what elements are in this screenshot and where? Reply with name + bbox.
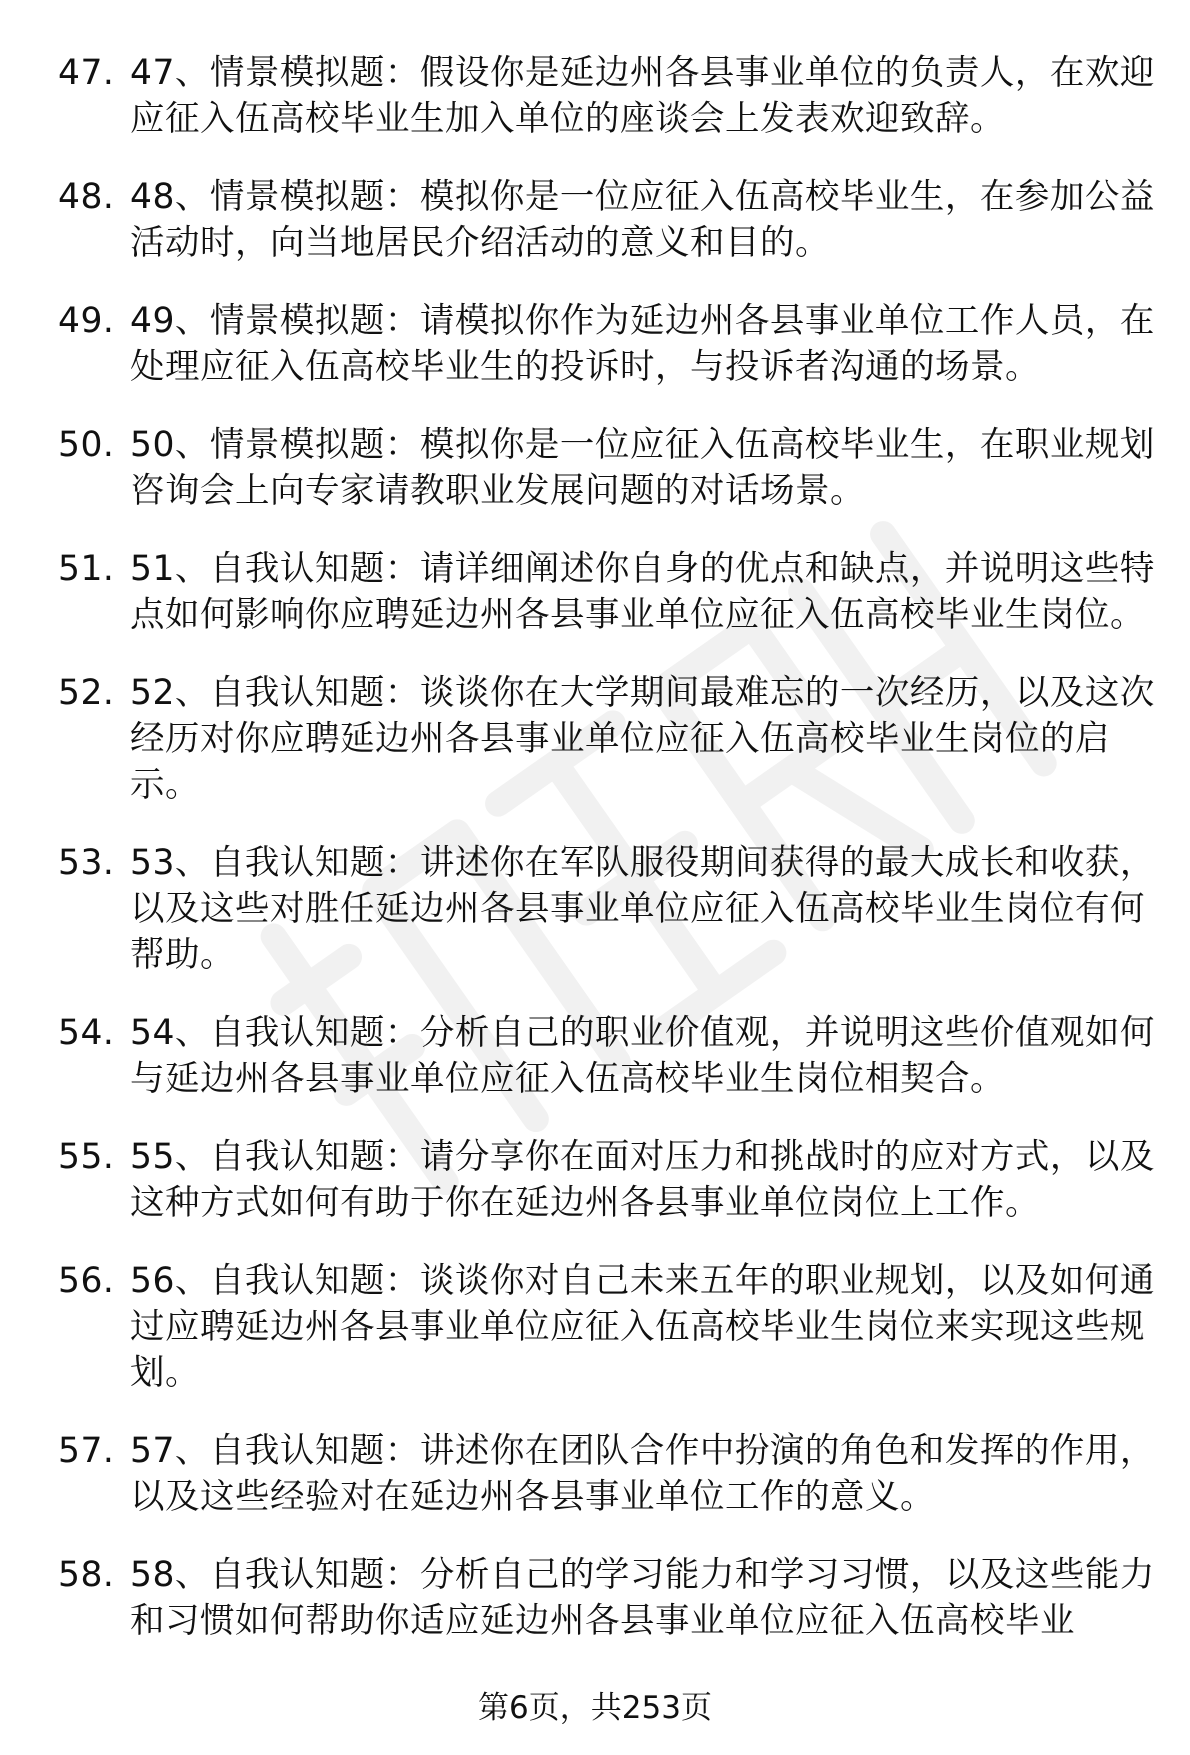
question-number: 56. bbox=[58, 1261, 115, 1301]
question-text: 48、情景模拟题：模拟你是一位应征入伍高校毕业生，在参加公益活动时，向当地居民介绍活动的意义和目的。 bbox=[130, 177, 1155, 263]
page-footer bbox=[0, 1688, 1190, 1728]
question-text: 50、情景模拟题：模拟你是一位应征入伍高校毕业生，在职业规划咨询会上向专家请教职业发展问题的对话场景。 bbox=[130, 425, 1155, 511]
question-text: 47、情景模拟题：假设你是延边州各县事业单位的负责人，在欢迎应征入伍高校毕业生加入单位的座谈会上发表欢迎致辞。 bbox=[130, 53, 1155, 139]
question-number: 47. bbox=[58, 53, 115, 93]
question-number: 55. bbox=[58, 1137, 115, 1177]
question-number: 52. bbox=[58, 673, 115, 713]
question-text: 56、自我认知题：谈谈你对自己未来五年的职业规划，以及如何通过应聘延边州各县事业单位应征入伍高校毕业生岗位来实现这些规划。 bbox=[130, 1261, 1155, 1393]
question-item bbox=[58, 670, 1158, 808]
question-text: 52、自我认知题：谈谈你在大学期间最难忘的一次经历，以及这次经历对你应聘延边州各县事业单位应征入伍高校毕业生岗位的启示。 bbox=[130, 673, 1155, 805]
question-text: 58、自我认知题：分析自己的学习能力和学习习惯，以及这些能力和习惯如何帮助你适应延边州各县事业单位应征入伍高校毕业 bbox=[130, 1555, 1155, 1641]
question-item bbox=[58, 422, 1158, 514]
question-item bbox=[58, 1552, 1158, 1644]
question-item bbox=[58, 174, 1158, 266]
question-number: 49. bbox=[58, 301, 115, 341]
question-text: 49、情景模拟题：请模拟你作为延边州各县事业单位工作人员，在处理应征入伍高校毕业生的投诉时，与投诉者沟通的场景。 bbox=[130, 301, 1155, 387]
question-number: 53. bbox=[58, 843, 115, 883]
question-item bbox=[58, 1010, 1158, 1102]
question-number: 57. bbox=[58, 1431, 115, 1471]
question-item bbox=[58, 298, 1158, 390]
question-text: 55、自我认知题：请分享你在面对压力和挑战时的应对方式，以及这种方式如何有助于你在延边州各县事业单位岗位上工作。 bbox=[130, 1137, 1155, 1223]
question-number: 50. bbox=[58, 425, 115, 465]
question-text: 57、自我认知题：讲述你在团队合作中扮演的角色和发挥的作用，以及这些经验对在延边州各县事业单位工作的意义。 bbox=[130, 1431, 1155, 1517]
question-item bbox=[58, 1258, 1158, 1396]
question-text: 51、自我认知题：请详细阐述你自身的优点和缺点，并说明这些特点如何影响你应聘延边州各县事业单位应征入伍高校毕业生岗位。 bbox=[130, 549, 1155, 635]
question-number: 54. bbox=[58, 1013, 115, 1053]
question-item bbox=[58, 50, 1158, 142]
page-number-label: 第6页，共253页 bbox=[478, 1690, 712, 1726]
question-number: 48. bbox=[58, 177, 115, 217]
question-item bbox=[58, 840, 1158, 978]
question-number: 58. bbox=[58, 1555, 115, 1595]
question-list bbox=[58, 50, 1158, 1676]
question-text: 54、自我认知题：分析自己的职业价值观，并说明这些价值观如何与延边州各县事业单位应征入伍高校毕业生岗位相契合。 bbox=[130, 1013, 1155, 1099]
question-number: 51. bbox=[58, 549, 115, 589]
question-item bbox=[58, 546, 1158, 638]
question-item bbox=[58, 1134, 1158, 1226]
question-item bbox=[58, 1428, 1158, 1520]
question-text: 53、自我认知题：讲述你在军队服役期间获得的最大成长和收获，以及这些对胜任延边州各县事业单位应征入伍高校毕业生岗位有何帮助。 bbox=[130, 843, 1155, 975]
